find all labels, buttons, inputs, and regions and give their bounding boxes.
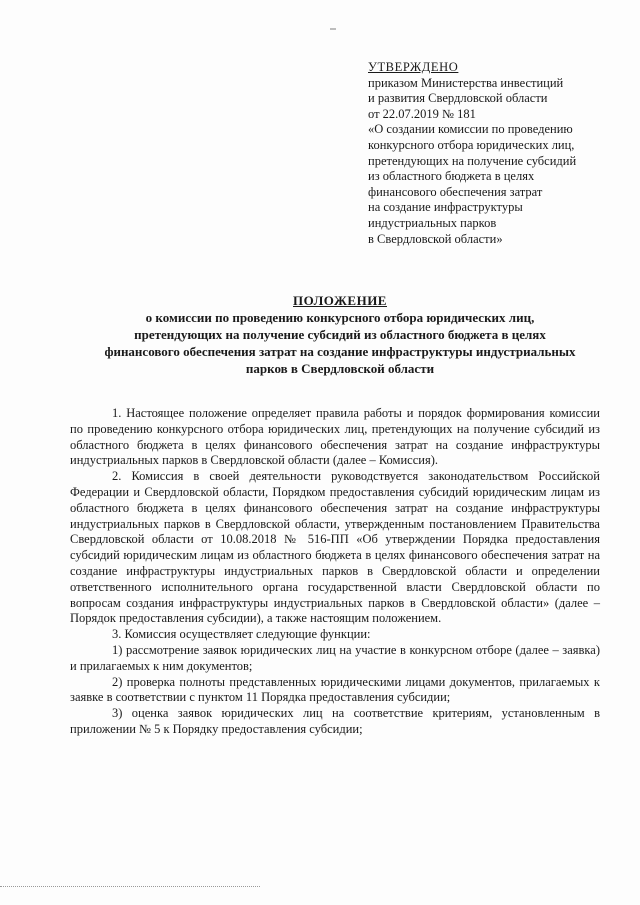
- approval-line: в Свердловской области»: [368, 231, 503, 246]
- approval-line: конкурсного отбора юридических лиц,: [368, 137, 575, 152]
- approval-line: индустриальных парков: [368, 215, 497, 230]
- approval-line: из областного бюджета в целях: [368, 169, 535, 184]
- approval-line: «О создании комиссии по проведению: [368, 122, 573, 137]
- list-item-2: 2) проверка полноты представленных юридическими лицами документов, прилагаемых к заявке в соответствии с пунктом 11 Порядка предоставления субсидии;: [70, 674, 600, 705]
- title-line: парков в Свердловской области: [245, 361, 435, 376]
- list-item-1: 1) рассмотрение заявок юридических лиц на участие в конкурсном отборе (далее – заявка) и прилагаемых к ним документов;: [70, 642, 600, 673]
- approval-line: на создание инфраструктуры: [368, 200, 523, 215]
- approval-line: и развития Свердловской области: [368, 91, 548, 106]
- approval-line: приказом Министерства инвестиций: [368, 75, 564, 90]
- paragraph-1: 1. Настоящее положение определяет правила работы и порядок формирования комиссии по проведению конкурсного отбора юридических лиц, претендующих на получение субсидий из областного бюджета в целях финансового обеспечения затрат на создание инфраструктуры индустриальных парков в Свердловской области (далее – Комиссия).: [70, 406, 600, 468]
- title-heading: ПОЛОЖЕНИЕ: [293, 293, 387, 308]
- approval-line: от 22.07.2019 № 181: [368, 106, 476, 121]
- scan-speck: [330, 28, 336, 30]
- approval-line: финансового обеспечения затрат: [368, 184, 543, 199]
- title-line: претендующих на получение субсидий из областного бюджета в целях: [134, 327, 546, 342]
- approval-line: претендующих на получение субсидий: [368, 153, 577, 168]
- document-body: [70, 406, 600, 738]
- approval-stamp: УТВЕРЖДЕНО: [368, 60, 459, 74]
- title-line: финансового обеспечения затрат на создание инфраструктуры индустриальных: [104, 344, 576, 359]
- approval-block: [368, 60, 618, 247]
- title-line: о комиссии по проведению конкурсного отбора юридических лиц,: [145, 310, 535, 325]
- footer-dotted-rule: [0, 886, 260, 887]
- document-title: [60, 292, 620, 377]
- paragraph-3: 3. Комиссия осуществляет следующие функции:: [112, 627, 371, 642]
- list-item-3: 3) оценка заявок юридических лиц на соответствие критериям, установленным в приложении № 5 к Порядку предоставления субсидии;: [70, 706, 600, 736]
- paragraph-2: 2. Комиссия в своей деятельности руководствуется законодательством Российской Федерации и Свердловской области, Порядком предоставления субсидий юридическим лицам из областного бюджета в целях финансового обеспечения затрат на создание инфраструктуры индустриальных парков в Свердловской области, утвержденным постановлением Правительства Свердловской области от 10.08.2018 № 516-ПП «Об утверждении Порядка предоставления субсидий юридическим лицам из областного бюджета в целях финансового обеспечения затрат на создание инфраструктуры индустриальных парков в Свердловской области и определении ответственного исполнительного органа государственной власти Свердловской области по вопросам создания инфраструктуры индустриальных парков в Свердловской области» (далее – Порядок предоставления субсидии), а также настоящим положением.: [70, 469, 600, 626]
